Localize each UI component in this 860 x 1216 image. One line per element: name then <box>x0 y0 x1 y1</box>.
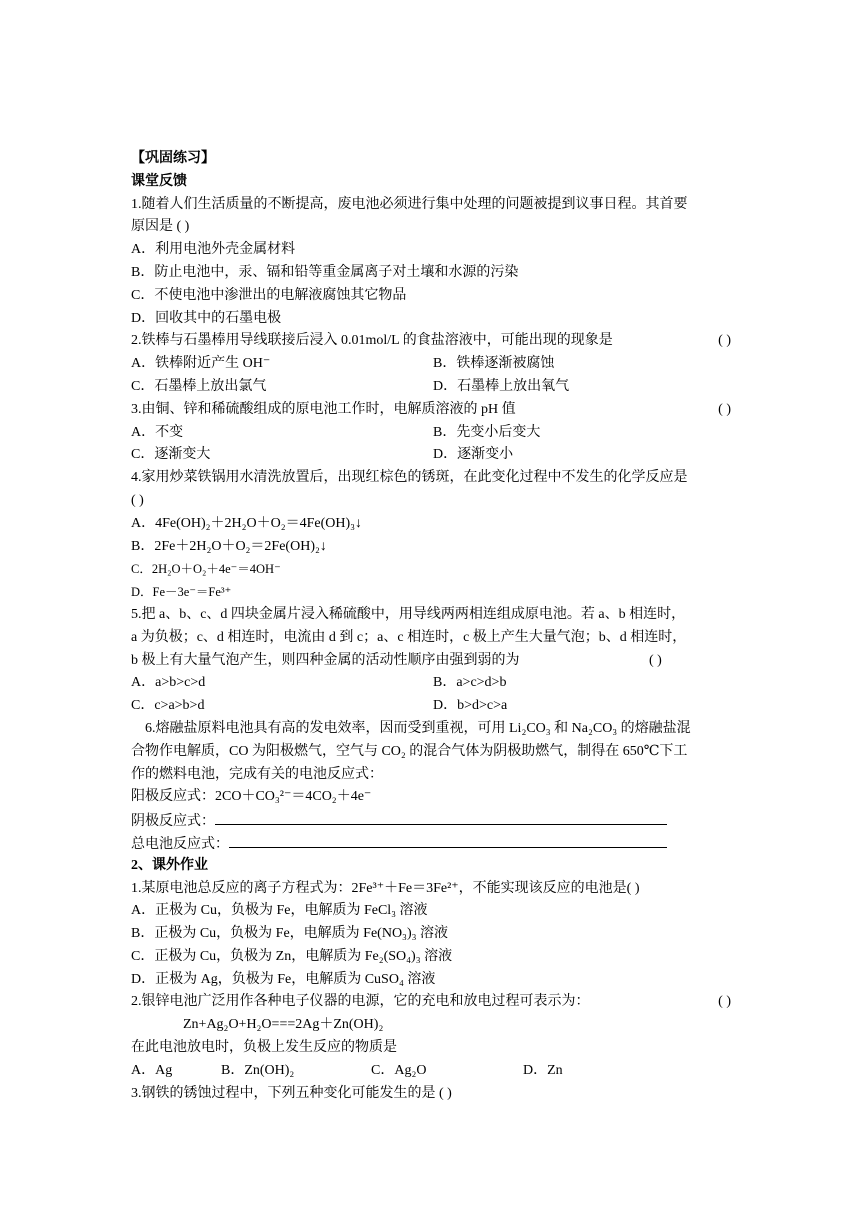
q2-option-c: C．石墨棒上放出氯气 <box>131 378 267 394</box>
q3-option-c: C．逐渐变大 <box>131 447 211 463</box>
q4-option-c: C．2H₂O＋O₂＋4e⁻＝4OH⁻ <box>131 562 281 577</box>
q1-option-c: C．不使电池中渗泄出的电解液腐蚀其它物品 <box>131 287 407 303</box>
q6-total-blank[interactable] <box>229 832 667 848</box>
q1-stem-line2: 原因是 ( ) <box>131 219 190 235</box>
q2-options-row1 <box>131 353 731 376</box>
q5-stem-text: b 极上有大量气泡产生，则四种金属的活动性顺序由强到弱的为 <box>131 652 520 668</box>
q2-options-row2 <box>131 376 731 399</box>
q2-stem <box>131 330 731 353</box>
q6-total-row <box>131 832 731 855</box>
q6-stem-line2: 合物作电解质，CO 为阳极燃气，空气与 CO₂ 的混合气体为阴极助燃气，制得在 650℃下工 <box>131 743 688 759</box>
q3-option-d: D．逐渐变小 <box>433 447 514 463</box>
q2-answer-paren: ( ) <box>718 333 731 349</box>
h2-option-b: B．Zn(OH)₂ <box>221 1062 295 1078</box>
q3-answer-paren: ( ) <box>718 401 731 417</box>
q6-stem-line3: 作的燃料电池，完成有关的电池反应式： <box>131 766 383 782</box>
h2-equation: Zn+Ag₂O+H₂O===2Ag＋Zn(OH)₂ <box>183 1017 384 1033</box>
q6-stem-line1: 6.熔融盐原料电池具有高的发电效率，因而受到重视，可用 Li₂CO₃ 和 Na₂CO₃ 的熔融盐混 <box>145 720 691 736</box>
h1-option-c: C．正极为 Cu，负极为 Zn，电解质为 Fe₂(SO₄)₃ 溶液 <box>131 948 453 964</box>
q5-option-c: C．c>a>b>d <box>131 698 205 714</box>
h1-option-a: A．正极为 Cu，负极为 Fe，电解质为 FeCl₃ 溶液 <box>131 903 428 919</box>
q2-option-d: D．石墨棒上放出氧气 <box>433 378 570 394</box>
q1-option-a: A．利用电池外壳金属材料 <box>131 242 296 258</box>
q3-options-row2 <box>131 444 731 467</box>
q3-stem <box>131 399 731 422</box>
h2-stem-text: 2.银锌电池广泛用作各种电子仪器的电源，它的充电和放电过程可表示为： <box>131 994 590 1010</box>
q5-stem-line1: 5.把 a、b、c、d 四块金属片浸入稀硫酸中，用导线两两相连组成原电池。若 a、b 相连时， <box>131 606 686 622</box>
section2-title: 2、课外作业 <box>131 857 208 873</box>
heading: 【巩固练习】 <box>131 151 215 166</box>
q6-cathode-blank[interactable] <box>215 809 667 825</box>
q4-option-a: A．4Fe(OH)₂＋2H₂O＋O₂＝4Fe(OH)₃↓ <box>131 515 363 531</box>
q3-option-a: A．不变 <box>131 424 184 440</box>
q4-stem-line2: ( ) <box>131 492 144 508</box>
h2-answer-paren: ( ) <box>718 994 731 1010</box>
q1-option-d: D．回收其中的石墨电极 <box>131 310 282 326</box>
q2-option-b: B．铁棒逐渐被腐蚀 <box>433 356 555 372</box>
h2-option-d: D．Zn <box>523 1062 563 1078</box>
h2-options-row <box>131 1060 731 1083</box>
h1-option-b: B．正极为 Cu，负极为 Fe，电解质为 Fe(NO₃)₃ 溶液 <box>131 926 448 942</box>
q5-options-row2 <box>131 695 731 718</box>
q6-anode: 阳极反应式：2CO＋CO₃²⁻＝4CO₂＋4e⁻ <box>131 789 372 805</box>
q3-option-b: B．先变小后变大 <box>433 424 541 440</box>
h2-option-a: A．Ag <box>131 1062 173 1078</box>
h2-option-c: C．Ag₂O <box>371 1062 427 1078</box>
q5-option-a: A．a>b>c>d <box>131 675 206 691</box>
h1-option-d: D．正极为 Ag，负极为 Fe，电解质为 CuSO₄ 溶液 <box>131 971 436 987</box>
q1-option-b: B．防止电池中，汞、镉和铅等重金属离子对土壤和水源的污染 <box>131 264 519 280</box>
q2-stem-text: 2.铁棒与石墨棒用导线联接后浸入 0.01mol/L 的食盐溶液中，可能出现的现象是 <box>131 333 613 349</box>
q3-stem-text: 3.由铜、锌和稀硫酸组成的原电池工作时，电解质溶液的 pH 值 <box>131 401 516 417</box>
h2-stem <box>131 991 731 1014</box>
worksheet <box>131 148 731 1105</box>
q6-total-label: 总电池反应式： <box>131 836 229 852</box>
q5-options-row1 <box>131 672 731 695</box>
q2-option-a: A．铁棒附近产生 OH⁻ <box>131 356 271 372</box>
q5-option-d: D．b>d>c>a <box>433 698 508 714</box>
q5-stem-line2: a 为负极；c、d 相连时，电流由 d 到 c；a、c 相连时，c 极上产生大量气泡；b、d 相连时， <box>131 629 687 645</box>
q4-option-b: B．2Fe＋2H₂O＋O₂＝2Fe(OH)₂↓ <box>131 538 327 554</box>
h3-stem: 3.钢铁的锈蚀过程中，下列五种变化可能发生的是 ( ) <box>131 1085 452 1101</box>
q5-option-b: B．a>c>d>b <box>433 675 507 691</box>
q4-stem-line1: 4.家用炒菜铁锅用水清洗放置后，出现红棕色的锈斑，在此变化过程中不发生的化学反应是 <box>131 470 688 486</box>
q6-cathode-label: 阴极反应式： <box>131 814 215 830</box>
q6-cathode-row <box>131 809 731 832</box>
q4-option-d: D．Fe－3e⁻＝Fe³⁺ <box>131 585 232 600</box>
q3-options-row1 <box>131 422 731 445</box>
section1-title: 课堂反馈 <box>131 173 187 189</box>
q5-answer-paren: ( ) <box>649 652 662 668</box>
q5-stem-line3 <box>131 650 731 673</box>
h1-stem: 1.某原电池总反应的离子方程式为：2Fe³⁺＋Fe＝3Fe²⁺，不能实现该反应的电池是( ) <box>131 880 640 896</box>
q1-stem-line1: 1.随着人们生活质量的不断提高，废电池必须进行集中处理的问题被提到议事日程。其首要 <box>131 196 688 212</box>
h2-stem-line2: 在此电池放电时，负极上发生反应的物质是 <box>131 1040 397 1056</box>
